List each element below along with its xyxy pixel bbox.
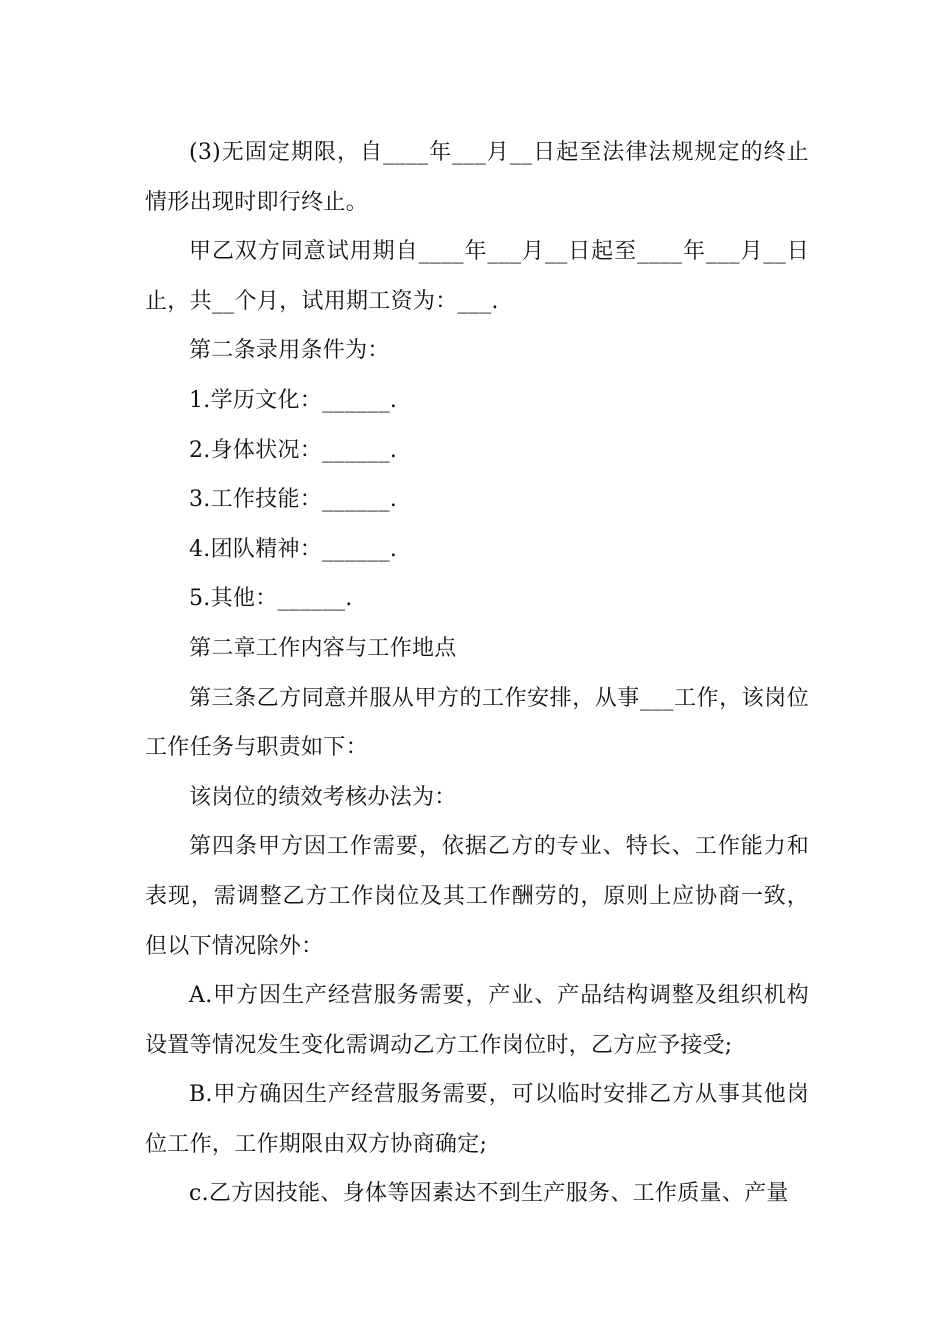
- paragraph-article-4: 第四条甲方因工作需要，依据乙方的专业、特长、工作能力和表现，需调整乙方工作岗位及其工作酬劳的，原则上应协商一致，但以下情况除外：: [145, 834, 809, 959]
- paragraph-item-c: c.乙方因技能、身体等因素达不到生产服务、工作质量、产量: [189, 1181, 789, 1207]
- paragraph-article-2-heading: 第二条录用条件为：: [189, 338, 390, 364]
- paragraph-condition-skills: 3.工作技能：______.: [189, 487, 398, 513]
- paragraph-condition-education: 1.学历文化：______.: [189, 387, 398, 413]
- paragraph-condition-teamwork: 4.团队精神：______.: [189, 536, 398, 562]
- paragraph-condition-health: 2.身体状况：______.: [189, 437, 398, 463]
- paragraph-chapter-2-heading: 第二章工作内容与工作地点: [189, 635, 457, 661]
- paragraph-article-3: 第三条乙方同意并服从甲方的工作安排，从事___工作，该岗位工作任务与职责如下：: [145, 685, 809, 761]
- paragraph-probation-period: 甲乙双方同意试用期自____年___月__日起至____年___月__日止，共__个月，试用期工资为：___.: [145, 239, 809, 314]
- document-body: [145, 128, 809, 1219]
- paragraph-term-indefinite: (3)无固定期限，自____年___月__日起至法律法规规定的终止情形出现时即行终止。: [145, 140, 809, 215]
- paragraph-item-a: A.甲方因生产经营服务需要，产业、产品结构调整及组织机构设置等情况发生变化需调动乙方工作岗位时，乙方应予接受;: [145, 983, 809, 1058]
- paragraph-performance-assessment: 该岗位的绩效考核办法为：: [189, 784, 457, 810]
- paragraph-condition-other: 5.其他：______.: [189, 586, 353, 612]
- paragraph-item-b: B.甲方确因生产经营服务需要，可以临时安排乙方从事其他岗位工作，工作期限由双方协商确定;: [145, 1082, 809, 1157]
